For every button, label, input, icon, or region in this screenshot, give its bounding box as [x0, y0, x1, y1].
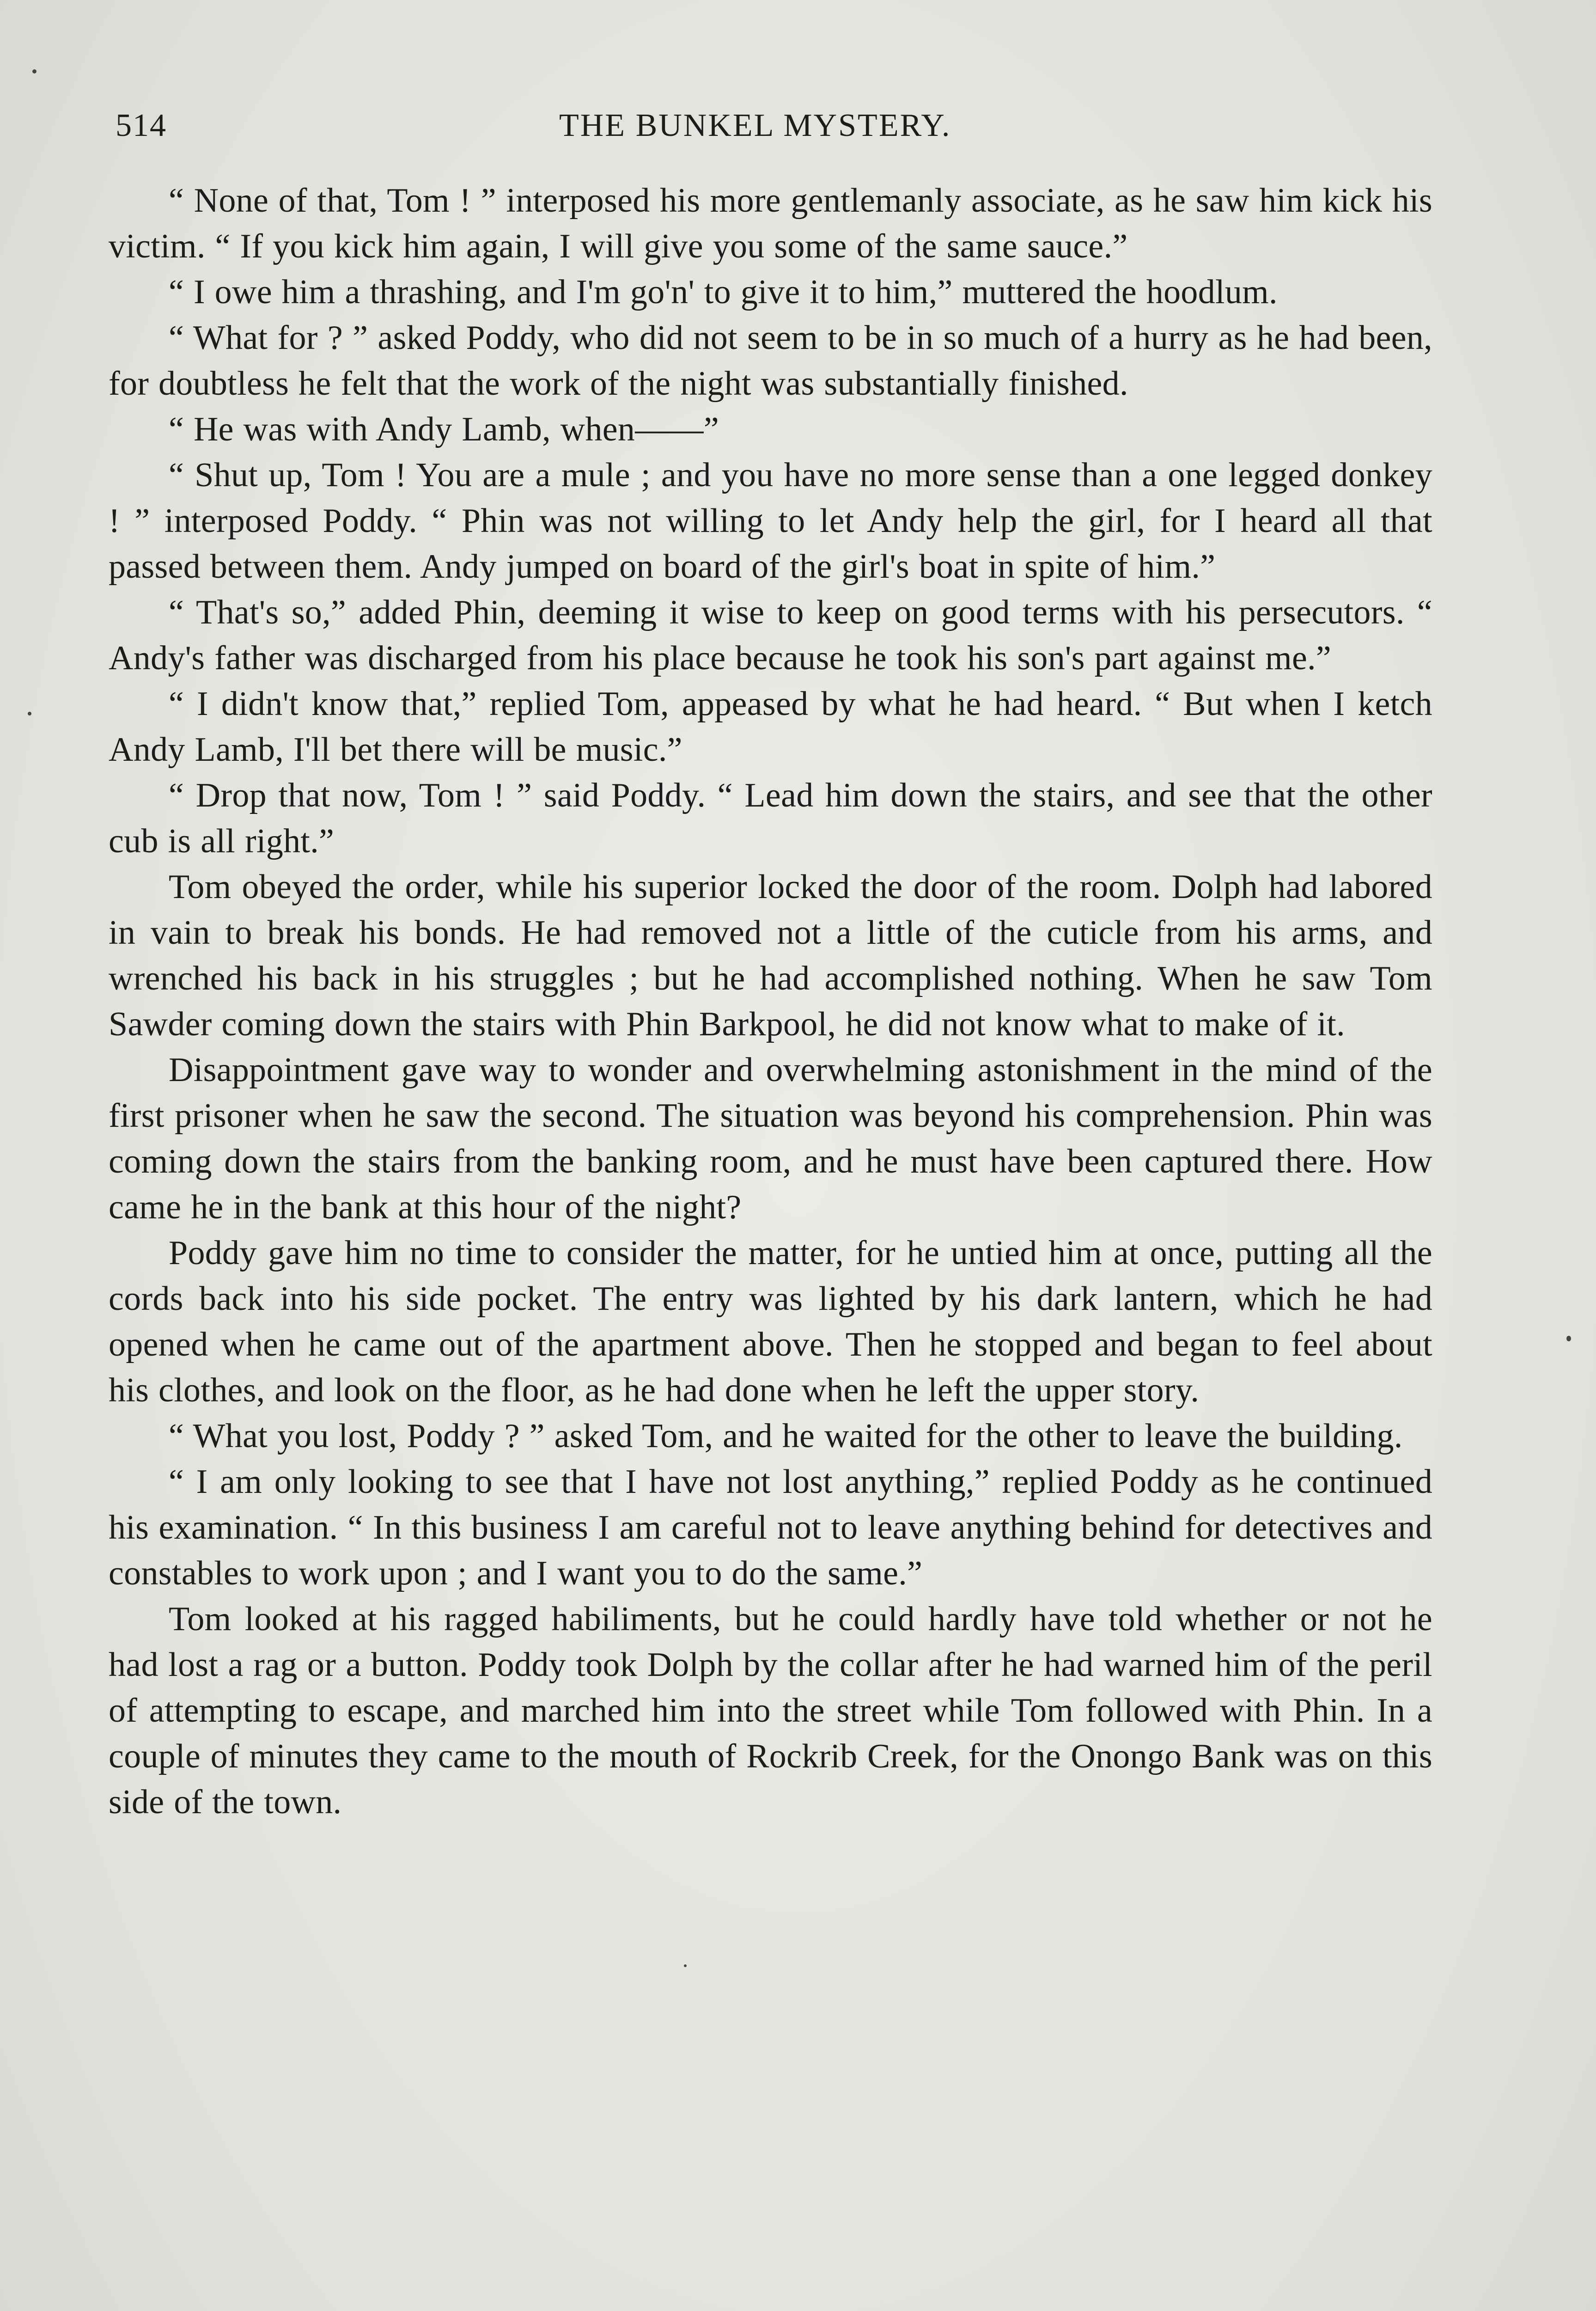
paragraph: “ What for ? ” asked Poddy, who did not seem to be in so much of a hurry as he had been, for doubtless he felt that the work of the night was substantially finished.	[109, 319, 1432, 403]
running-head: THE BUNKEL MYSTERY.	[559, 108, 951, 143]
paragraph: “ He was with Andy Lamb, when——”	[169, 410, 719, 448]
paragraph: “ None of that, Tom ! ” interposed his more gentlemanly associate, as he saw him kick his victim. “ If you kick him again, I will give you some of the same sauce.”	[109, 182, 1432, 265]
scan-speck	[684, 1964, 687, 1967]
paragraph: Tom looked at his ragged habiliments, but he could hardly have told whether or not he had lost a rag or a button. Poddy took Dolph by the collar after he had warned him of the peril of attempting to escape, and marched him into the street while Tom followed with Phin. In a couple of minutes they came to the mouth of Rockrib Creek, for the Onongo Bank was on this side of the town.	[109, 1600, 1432, 1821]
paragraph: Disappointment gave way to wonder and overwhelming astonishment in the mind of the first prisoner when he saw the second. The situation was beyond his comprehension. Phin was coming down the stairs from the banking room, and he must have been captured there. How came he in the bank at this hour of the night?	[109, 1051, 1432, 1226]
scan-speck	[1566, 1336, 1571, 1341]
paragraph: “ What you lost, Poddy ? ” asked Tom, and he waited for the other to leave the building.	[169, 1417, 1403, 1455]
paragraph: “ Shut up, Tom ! You are a mule ; and you have no more sense than a one legged donkey ! ” interposed Poddy. “ Phin was not willing to let Andy help the girl, for I heard all that passed between them. Andy jumped on board of the girl's boat in spite of him.”	[109, 456, 1432, 586]
page-header	[116, 107, 1442, 149]
scan-speck	[28, 712, 31, 715]
paragraph: “ Drop that now, Tom ! ” said Poddy. “ Lead him down the stairs, and see that the other cub is all right.”	[109, 776, 1432, 860]
paragraph: Tom obeyed the order, while his superior locked the door of the room. Dolph had labored in vain to break his bonds. He had removed not a little of the cuticle from his arms, and wrenched his back in his struggles ; but he had accomplished nothing. When he saw Tom Sawder coming down the stairs with Phin Barkpool, he did not know what to make of it.	[109, 868, 1432, 1043]
scan-speck	[32, 69, 37, 73]
paragraph: “ I am only looking to see that I have not lost anything,” replied Poddy as he continued his examination. “ In this business I am careful not to leave anything behind for detectives and constables to work upon ; and I want you to do the same.”	[109, 1463, 1432, 1592]
paragraph: “ I didn't know that,” replied Tom, appeased by what he had heard. “ But when I ketch Andy Lamb, I'll bet there will be music.”	[109, 685, 1432, 769]
body-text	[109, 178, 1432, 1825]
paragraph: “ That's so,” added Phin, deeming it wise to keep on good terms with his persecutors. “ Andy's father was discharged from his place because he took his son's part against me.”	[109, 593, 1432, 677]
paragraph: Poddy gave him no time to consider the matter, for he untied him at once, putting all the cords back into his side pocket. The entry was lighted by his dark lantern, which he had opened when he came out of the apartment above. Then he stopped and began to feel about his clothes, and look on the floor, as he had done when he left the upper story.	[109, 1234, 1432, 1409]
page-number: 514	[116, 108, 167, 143]
paragraph: “ I owe him a thrashing, and I'm go'n' to give it to him,” muttered the hoodlum.	[169, 273, 1278, 311]
